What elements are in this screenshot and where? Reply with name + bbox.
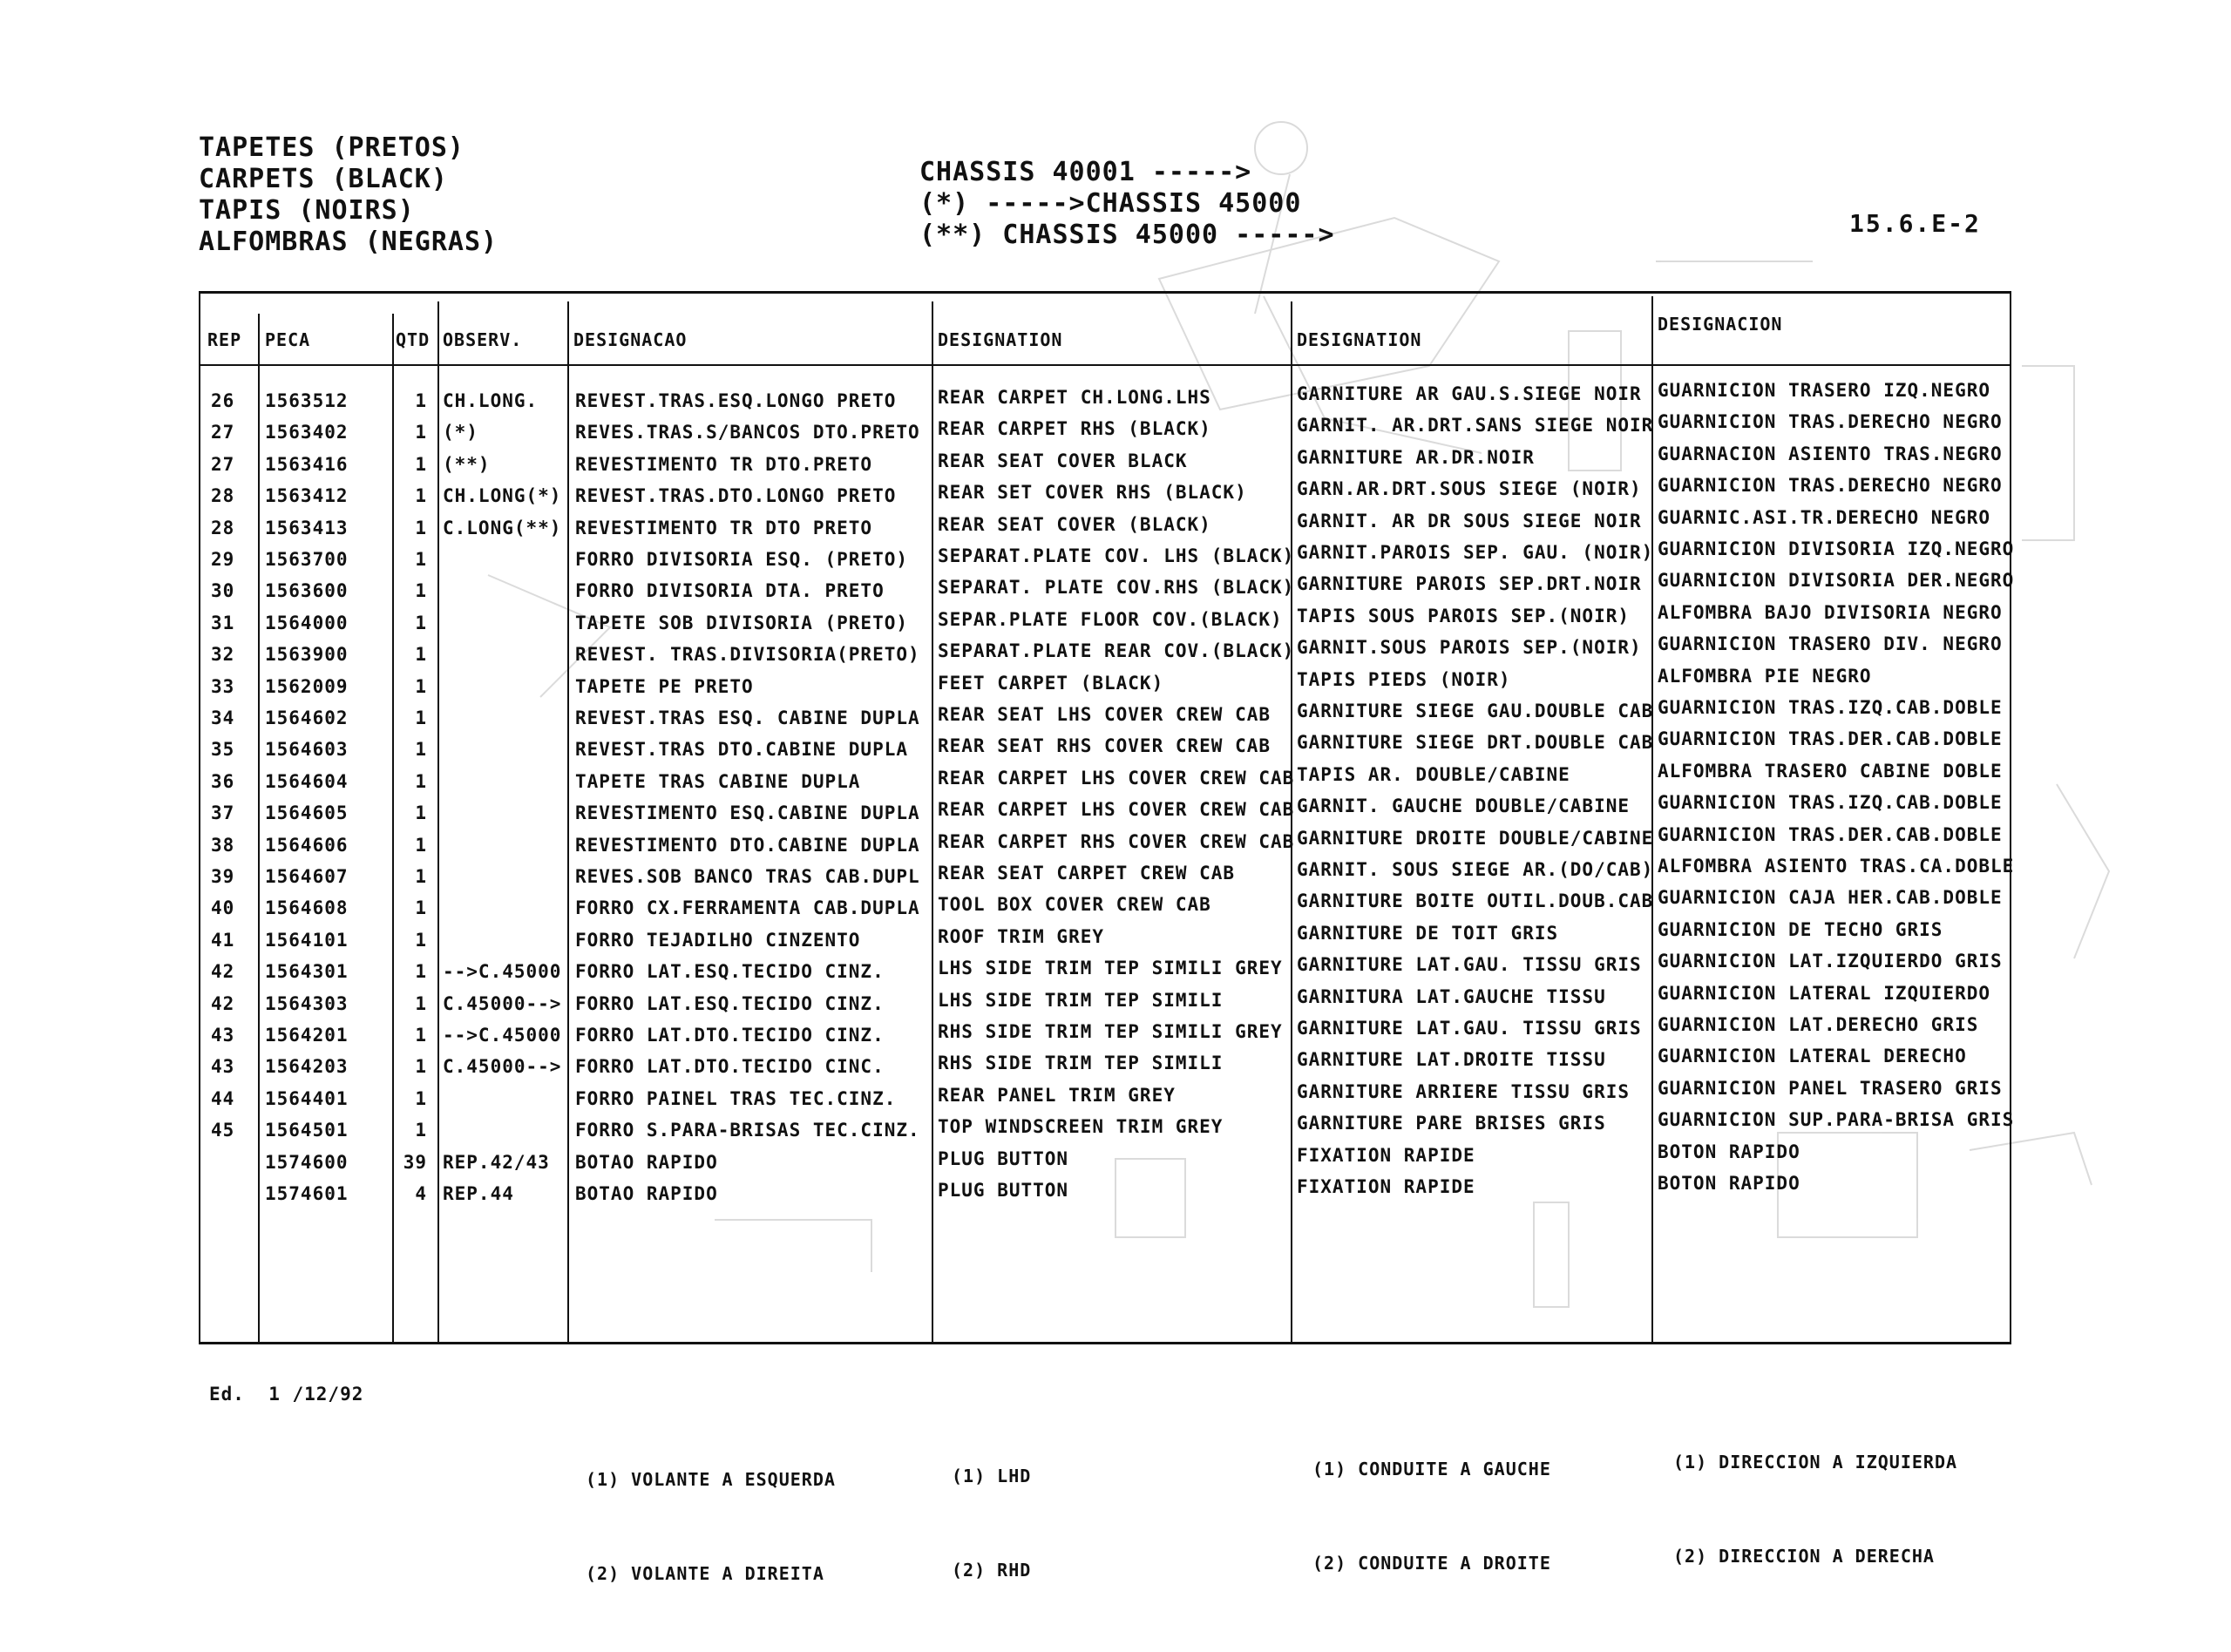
cell-peca: 1563700: [265, 549, 349, 570]
cell-designacion: GUARNICION TRAS.DER.CAB.DOBLE: [1658, 728, 2003, 750]
cell-designation-fr: GARNITURE DROITE DOUBLE/CABINE: [1297, 827, 1654, 849]
cell-designation-en: REAR CARPET LHS COVER CREW CAB: [938, 767, 1295, 789]
cell-qtd: 1: [415, 485, 427, 507]
cell-designation-fr: GARNITURE LAT.GAU. TISSU GRIS: [1297, 1018, 1642, 1039]
footnote-en-2: (2) RHD: [952, 1560, 1032, 1581]
cell-rep: 27: [211, 422, 235, 443]
cell-qtd: 1: [415, 961, 427, 983]
cell-designacion: GUARNICION TRAS.IZQ.CAB.DOBLE: [1658, 697, 2003, 718]
footnote-fr: [1312, 1391, 1551, 1642]
cell-designacion: GUARNACION ASIENTO TRAS.NEGRO: [1658, 443, 2003, 464]
cell-designation-fr: GARNITURE SIEGE DRT.DOUBLE CAB: [1297, 732, 1654, 754]
cell-designation-en: REAR CARPET LHS COVER CREW CAB: [938, 799, 1295, 821]
cell-designacion: GUARNICION SUP.PARA-BRISA GRIS: [1658, 1109, 2015, 1131]
cell-qtd: 1: [415, 1025, 427, 1046]
cell-rep: 32: [211, 644, 235, 666]
cell-qtd: 1: [415, 770, 427, 792]
cell-qtd: 1: [415, 866, 427, 887]
cell-qtd: 39: [403, 1151, 427, 1173]
cell-observ: CH.LONG(*): [443, 485, 562, 507]
footnote-pt-2: (2) VOLANTE A DIREITA: [586, 1563, 824, 1584]
cell-peca: 1563413: [265, 517, 349, 538]
cell-designation-en: TOP WINDSCREEN TRIM GREY: [938, 1116, 1224, 1138]
cell-peca: 1563402: [265, 422, 349, 443]
cell-designation-fr: GARNITURE ARRIERE TISSU GRIS: [1297, 1080, 1631, 1102]
cell-designation-en: REAR CARPET CH.LONG.LHS: [938, 387, 1211, 408]
cell-designacion: GUARNICION LAT.DERECHO GRIS: [1658, 1014, 1979, 1035]
cell-designation-en: REAR SEAT COVER BLACK: [938, 450, 1188, 471]
footnote-en-1: (1) LHD: [952, 1466, 1032, 1486]
cell-designation-fr: GARNITURE PARE BRISES GRIS: [1297, 1113, 1606, 1134]
cell-designation-en: REAR SEAT CARPET CREW CAB: [938, 863, 1236, 884]
table-bottom-rule: [199, 1342, 2011, 1344]
page-reference: 15.6.E-2: [1849, 209, 1981, 238]
cell-qtd: 1: [415, 549, 427, 570]
cell-qtd: 1: [415, 1056, 427, 1078]
cell-designation-fr: FIXATION RAPIDE: [1297, 1176, 1475, 1197]
footnote-es: [1673, 1384, 1957, 1635]
cell-qtd: 1: [415, 739, 427, 761]
table-top-rule: [199, 291, 2011, 294]
cell-observ: C.45000-->: [443, 1056, 562, 1078]
cell-qtd: 1: [415, 834, 427, 856]
cell-observ: REP.42/43: [443, 1151, 550, 1173]
footnote-es-2: (2) DIRECCION A DERECHA: [1673, 1546, 1935, 1567]
cell-qtd: 1: [415, 580, 427, 602]
cell-designacao: REVESTIMENTO TR DTO.PRETO: [575, 453, 873, 475]
cell-designation-fr: GARNITURE LAT.GAU. TISSU GRIS: [1297, 954, 1642, 976]
cell-peca: 1564605: [265, 802, 349, 824]
cell-designacao: FORRO LAT.ESQ.TECIDO CINZ.: [575, 992, 885, 1014]
cell-qtd: 1: [415, 422, 427, 443]
title-en: CARPETS (BLACK): [199, 164, 448, 194]
header-designation-en: DESIGNATION: [938, 329, 1063, 350]
cell-rep: 34: [211, 708, 235, 728]
cell-designacion: GUARNICION PANEL TRASERO GRIS: [1658, 1077, 2003, 1099]
cell-qtd: 1: [415, 802, 427, 824]
cell-designation-fr: GARNIT. AR.DRT.SANS SIEGE NOIR: [1297, 415, 1654, 437]
header-designacao: DESIGNACAO: [573, 329, 688, 350]
cell-peca: 1564000: [265, 612, 349, 633]
cell-rep: 27: [211, 453, 235, 475]
cell-designacao: REVEST.TRAS.DTO.LONGO PRETO: [575, 485, 897, 507]
cell-designation-en: REAR SET COVER RHS (BLACK): [938, 482, 1247, 504]
cell-designation-en: RHS SIDE TRIM TEP SIMILI: [938, 1053, 1224, 1074]
header-designation-fr: DESIGNATION: [1297, 329, 1422, 350]
cell-rep: 42: [211, 992, 235, 1014]
cell-qtd: 1: [415, 517, 427, 538]
footnote-fr-1: (1) CONDUITE A GAUCHE: [1312, 1459, 1551, 1479]
cell-designacao: REVES.TRAS.S/BANCOS DTO.PRETO: [575, 422, 920, 443]
cell-designacao: FORRO S.PARA-BRISAS TEC.CINZ.: [575, 1120, 920, 1141]
cell-designacion: GUARNICION TRAS.IZQ.CAB.DOBLE: [1658, 792, 2003, 814]
cell-designacion: ALFOMBRA TRASERO CABINE DOBLE: [1658, 760, 2003, 782]
cell-peca: 1563416: [265, 453, 349, 475]
cell-designacion: GUARNICION TRASERO IZQ.NEGRO: [1658, 380, 1991, 401]
title-block: [199, 132, 498, 258]
cell-designacao: BOTAO RAPIDO: [575, 1151, 718, 1173]
cell-rep: 30: [211, 580, 235, 602]
cell-peca: 1564501: [265, 1120, 349, 1141]
cell-designation-fr: GARNITURE AR.DR.NOIR: [1297, 446, 1535, 468]
cell-designation-fr: TAPIS PIEDS (NOIR): [1297, 668, 1511, 690]
cell-qtd: 1: [415, 644, 427, 666]
cell-observ: -->C.45000: [443, 1025, 562, 1046]
cell-rep: 36: [211, 770, 235, 792]
cell-designacion: ALFOMBRA ASIENTO TRAS.CA.DOBLE: [1658, 856, 2015, 877]
cell-observ: REP.44: [443, 1183, 514, 1204]
cell-designation-fr: GARNIT.SOUS PAROIS SEP.(NOIR): [1297, 637, 1642, 659]
header-designacion: DESIGNACION: [1658, 314, 1783, 335]
cell-rep: 42: [211, 961, 235, 983]
cell-observ: CH.LONG.: [443, 390, 539, 411]
cell-designacao: BOTAO RAPIDO: [575, 1183, 718, 1204]
cell-peca: 1562009: [265, 675, 349, 697]
title-fr: TAPIS (NOIRS): [199, 195, 415, 226]
title-es: ALFOMBRAS (NEGRAS): [199, 227, 498, 257]
cell-designation-fr: GARNITURE BOITE OUTIL.DOUB.CAB: [1297, 890, 1654, 912]
chassis-line-2: (*) ----->CHASSIS 45000: [919, 188, 1302, 219]
cell-designacion: GUARNICION DIVISORIA IZQ.NEGRO: [1658, 538, 2015, 559]
footnote-es-1: (1) DIRECCION A IZQUIERDA: [1673, 1452, 1958, 1473]
cell-designation-fr: TAPIS SOUS PAROIS SEP.(NOIR): [1297, 605, 1631, 626]
cell-designation-en: FEET CARPET (BLACK): [938, 672, 1164, 694]
cell-observ: C.45000-->: [443, 992, 562, 1014]
cell-rep: 28: [211, 517, 235, 538]
cell-designacion: GUARNICION TRAS.DER.CAB.DOBLE: [1658, 823, 2003, 845]
cell-designation-fr: GARNITURE AR GAU.S.SIEGE NOIR: [1297, 383, 1642, 404]
cell-rep: 43: [211, 1056, 235, 1078]
cell-designacion: GUARNICION TRAS.DERECHO NEGRO: [1658, 411, 2003, 433]
cell-peca: 1564604: [265, 770, 349, 792]
cell-peca: 1563900: [265, 644, 349, 666]
cell-designation-en: LHS SIDE TRIM TEP SIMILI: [938, 989, 1224, 1011]
cell-designacion: GUARNICION CAJA HER.CAB.DOBLE: [1658, 887, 2003, 909]
cell-designation-fr: GARN.AR.DRT.SOUS SIEGE (NOIR): [1297, 478, 1642, 500]
header-peca: PECA: [265, 329, 311, 350]
cell-designacion: ALFOMBRA PIE NEGRO: [1658, 665, 1872, 687]
cell-peca: 1564603: [265, 739, 349, 761]
cell-designacao: REVEST.TRAS ESQ. CABINE DUPLA: [575, 708, 920, 728]
cell-peca: 1564303: [265, 992, 349, 1014]
cell-designacao: REVESTIMENTO DTO.CABINE DUPLA: [575, 834, 920, 856]
cell-qtd: 1: [415, 675, 427, 697]
cell-designacao: FORRO LAT.DTO.TECIDO CINZ.: [575, 1025, 885, 1046]
header-rep: REP: [207, 329, 242, 350]
cell-designacion: GUARNICION LATERAL IZQUIERDO: [1658, 982, 1991, 1004]
cell-designation-fr: GARNIT. GAUCHE DOUBLE/CABINE: [1297, 796, 1631, 817]
chassis-line-1: CHASSIS 40001 ----->: [919, 157, 1252, 187]
cell-designation-fr: GARNITURA LAT.GAUCHE TISSU: [1297, 985, 1606, 1007]
cell-peca: 1564607: [265, 866, 349, 887]
cell-designation-en: SEPARAT.PLATE COV. LHS (BLACK): [938, 545, 1295, 566]
chassis-line-3: (**) CHASSIS 45000 ----->: [919, 220, 1335, 250]
cell-qtd: 1: [415, 708, 427, 728]
cell-designacao: FORRO DIVISORIA ESQ. (PRETO): [575, 549, 909, 570]
cell-peca: 1564608: [265, 897, 349, 919]
cell-designacion: GUARNICION TRASERO DIV. NEGRO: [1658, 633, 2003, 655]
cell-peca: 1564606: [265, 834, 349, 856]
cell-designacao: TAPETE TRAS CABINE DUPLA: [575, 770, 861, 792]
cell-designation-en: REAR CARPET RHS (BLACK): [938, 418, 1211, 440]
cell-peca: 1564201: [265, 1025, 349, 1046]
cell-designation-en: RHS SIDE TRIM TEP SIMILI GREY: [938, 1021, 1283, 1042]
cell-peca: 1574600: [265, 1151, 349, 1173]
cell-designacao: REVEST.TRAS DTO.CABINE DUPLA: [575, 739, 909, 761]
cell-rep: 39: [211, 866, 235, 887]
cell-observ: C.LONG(**): [443, 517, 562, 538]
edition-date: Ed. 1 /12/92: [209, 1384, 364, 1405]
cell-observ: -->C.45000: [443, 961, 562, 983]
cell-peca: 1564203: [265, 1056, 349, 1078]
cell-designation-en: REAR CARPET RHS COVER CREW CAB: [938, 830, 1295, 852]
cell-peca: 1563412: [265, 485, 349, 507]
cell-rep: 45: [211, 1120, 235, 1141]
cell-qtd: 1: [415, 453, 427, 475]
cell-designation-en: SEPARAT. PLATE COV.RHS (BLACK): [938, 577, 1295, 599]
cell-designacion: BOTON RAPIDO: [1658, 1173, 1800, 1194]
cell-designation-fr: TAPIS AR. DOUBLE/CABINE: [1297, 763, 1570, 785]
cell-designacion: GUARNIC.ASI.TR.DERECHO NEGRO: [1658, 506, 1991, 528]
cell-qtd: 1: [415, 612, 427, 633]
cell-rep: 26: [211, 390, 235, 411]
cell-designacion: ALFOMBRA BAJO DIVISORIA NEGRO: [1658, 601, 2003, 623]
footnote-pt: [586, 1401, 836, 1652]
cell-designation-en: PLUG BUTTON: [938, 1148, 1069, 1169]
chassis-block: [919, 157, 1335, 251]
header-qtd: QTD: [396, 329, 431, 350]
cell-observ: (*): [443, 422, 478, 443]
cell-designacion: GUARNICION LAT.IZQUIERDO GRIS: [1658, 951, 2003, 972]
cell-rep: 41: [211, 929, 235, 951]
cell-rep: 28: [211, 485, 235, 507]
cell-rep: 31: [211, 612, 235, 633]
cell-designacao: REVESTIMENTO ESQ.CABINE DUPLA: [575, 802, 920, 824]
cell-designacion: BOTON RAPIDO: [1658, 1141, 1800, 1162]
cell-designation-fr: GARNITURE SIEGE GAU.DOUBLE CAB: [1297, 701, 1654, 721]
cell-designation-fr: GARNIT. AR DR SOUS SIEGE NOIR: [1297, 510, 1642, 531]
cell-designation-en: REAR SEAT LHS COVER CREW CAB: [938, 704, 1271, 725]
cell-designacao: FORRO DIVISORIA DTA. PRETO: [575, 580, 885, 602]
cell-designation-fr: GARNIT.PAROIS SEP. GAU. (NOIR): [1297, 542, 1654, 563]
cell-designation-en: PLUG BUTTON: [938, 1180, 1069, 1201]
header-bottom-rule: [199, 364, 2011, 366]
cell-qtd: 1: [415, 390, 427, 411]
cell-designacao: FORRO LAT.ESQ.TECIDO CINZ.: [575, 961, 885, 983]
cell-peca: 1563600: [265, 580, 349, 602]
cell-designacao: FORRO CX.FERRAMENTA CAB.DUPLA: [575, 897, 920, 919]
cell-designacion: GUARNICION DIVISORIA DER.NEGRO: [1658, 570, 2015, 592]
cell-designation-en: REAR SEAT RHS COVER CREW CAB: [938, 735, 1271, 757]
cell-designacion: GUARNICION LATERAL DERECHO: [1658, 1046, 1967, 1067]
cell-rep: 44: [211, 1087, 235, 1109]
cell-designacao: REVES.SOB BANCO TRAS CAB.DUPL: [575, 866, 920, 887]
cell-designation-fr: GARNIT. SOUS SIEGE AR.(DO/CAB): [1297, 859, 1654, 880]
cell-designation-en: REAR SEAT COVER (BLACK): [938, 513, 1211, 535]
cell-designacao: FORRO LAT.DTO.TECIDO CINC.: [575, 1056, 885, 1078]
cell-qtd: 1: [415, 1087, 427, 1109]
cell-designacion: GUARNICION DE TECHO GRIS: [1658, 918, 1943, 940]
cell-peca: 1563512: [265, 390, 349, 411]
cell-peca: 1574601: [265, 1183, 349, 1204]
cell-qtd: 1: [415, 929, 427, 951]
cell-designacao: TAPETE PE PRETO: [575, 675, 754, 697]
cell-designacao: FORRO TEJADILHO CINZENTO: [575, 929, 861, 951]
cell-rep: 29: [211, 549, 235, 570]
cell-peca: 1564301: [265, 961, 349, 983]
cell-peca: 1564401: [265, 1087, 349, 1109]
cell-rep: 40: [211, 897, 235, 919]
footnote-fr-2: (2) CONDUITE A DROITE: [1312, 1553, 1551, 1574]
header-observ: OBSERV.: [443, 329, 523, 350]
cell-designation-en: ROOF TRIM GREY: [938, 925, 1105, 947]
cell-designation-en: SEPARAT.PLATE REAR COV.(BLACK): [938, 640, 1295, 662]
footnote-en: [952, 1398, 1031, 1649]
cell-designacao: TAPETE SOB DIVISORIA (PRETO): [575, 612, 909, 633]
cell-peca: 1564602: [265, 708, 349, 728]
cell-peca: 1564101: [265, 929, 349, 951]
cell-designation-fr: FIXATION RAPIDE: [1297, 1144, 1475, 1166]
cell-rep: 37: [211, 802, 235, 824]
cell-rep: 43: [211, 1025, 235, 1046]
cell-designation-fr: GARNITURE DE TOIT GRIS: [1297, 922, 1559, 944]
cell-designation-en: TOOL BOX COVER CREW CAB: [938, 894, 1211, 916]
cell-qtd: 1: [415, 992, 427, 1014]
cell-rep: 33: [211, 675, 235, 697]
footnote-pt-1: (1) VOLANTE A ESQUERDA: [586, 1469, 836, 1490]
cell-rep: 38: [211, 834, 235, 856]
cell-rep: 35: [211, 739, 235, 761]
title-pt: TAPETES (PRETOS): [199, 132, 465, 163]
cell-qtd: 1: [415, 897, 427, 919]
cell-observ: (**): [443, 453, 491, 475]
cell-designation-fr: GARNITURE PAROIS SEP.DRT.NOIR: [1297, 573, 1642, 595]
table-row: [199, 1173, 2029, 1213]
cell-designacao: REVEST.TRAS.ESQ.LONGO PRETO: [575, 390, 897, 411]
cell-designacion: GUARNICION TRAS.DERECHO NEGRO: [1658, 475, 2003, 497]
cell-designacao: REVESTIMENTO TR DTO PRETO: [575, 517, 873, 538]
cell-designation-en: LHS SIDE TRIM TEP SIMILI GREY: [938, 958, 1283, 979]
cell-designation-en: REAR PANEL TRIM GREY: [938, 1084, 1176, 1106]
cell-qtd: 4: [415, 1183, 427, 1204]
cell-designation-en: SEPAR.PLATE FLOOR COV.(BLACK): [938, 608, 1283, 630]
cell-designacao: FORRO PAINEL TRAS TEC.CINZ.: [575, 1087, 897, 1109]
cell-qtd: 1: [415, 1120, 427, 1141]
cell-designacao: REVEST. TRAS.DIVISORIA(PRETO): [575, 644, 920, 666]
cell-designation-fr: GARNITURE LAT.DROITE TISSU: [1297, 1049, 1606, 1071]
